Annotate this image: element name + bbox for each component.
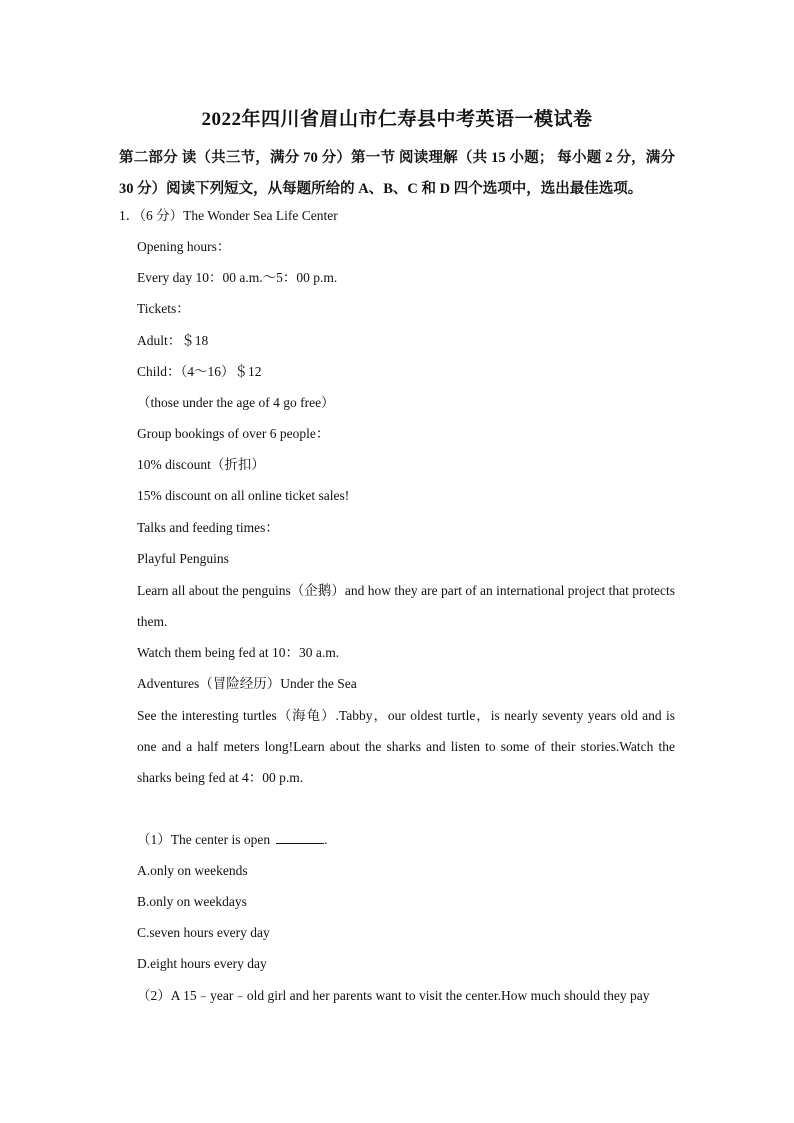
info-line: Adventures（冒险经历）Under the Sea xyxy=(137,676,357,691)
option-d: D.eight hours every day xyxy=(137,956,267,971)
question-1-header: 1．（6 分）The Wonder Sea Life Center xyxy=(119,208,338,223)
info-line: Every day 10：00 a.m.～5：00 p.m. xyxy=(137,270,338,285)
sub-question-2-stem: （2）A 15﹣year﹣old girl and her parents want to visit the center.How much should they pay xyxy=(137,988,650,1003)
info-line: Adult：＄18 xyxy=(137,333,209,348)
penguin-paragraph: Learn all about the penguins（企鹅）and how they are part of an international project that protects them. xyxy=(137,583,675,629)
info-line: Group bookings of over 6 people： xyxy=(137,426,330,441)
option-c: C.seven hours every day xyxy=(137,925,270,940)
info-line: Tickets： xyxy=(137,301,190,316)
turtle-paragraph: See the interesting turtles（海龟）.Tabby，our oldest turtle，is nearly seventy years old and is one and a half meters long!Learn about the sharks and listen to some of their stories.Watch the sharks being fed at 4：00 p.m. xyxy=(137,708,675,785)
option-a: A.only on weekends xyxy=(137,863,248,878)
stem-text: （1）The center is open xyxy=(137,832,271,847)
info-line: Playful Penguins xyxy=(137,551,229,566)
info-line: 15% discount on all online ticket sales! xyxy=(137,488,350,503)
page-title: 2022年四川省眉山市仁寿县中考英语一模试卷 xyxy=(201,109,593,130)
answer-blank xyxy=(276,831,324,844)
stem-period: . xyxy=(324,832,328,847)
info-line: Watch them being fed at 10：30 a.m. xyxy=(137,645,340,660)
sub-question-1-stem xyxy=(137,831,327,849)
info-line: Child：（4～16）＄12 xyxy=(137,364,262,379)
info-line: 10% discount（折扣） xyxy=(137,457,265,472)
section-instructions: 第二部分 读（共三节，满分 70 分）第一节 阅读理解（共 15 小题； 每小题 2 分，满分 30 分）阅读下列短文，从每题所给的 A、B、C 和 D 四个选项中，选出最佳选项。 xyxy=(119,150,675,197)
info-line: Talks and feeding times： xyxy=(137,520,279,535)
info-line: Opening hours： xyxy=(137,239,231,254)
option-b: B.only on weekdays xyxy=(137,894,247,909)
info-line: （those under the age of 4 go free） xyxy=(137,395,335,410)
